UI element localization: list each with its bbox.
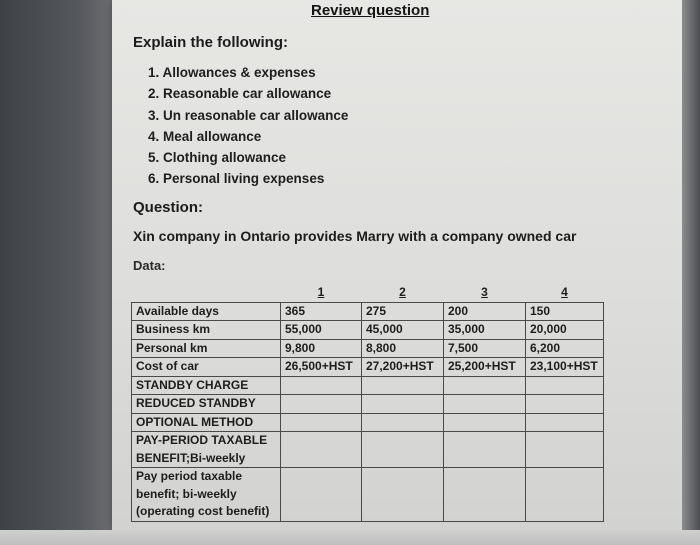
row-label: Pay period taxable benefit; bi-weekly (operating cost benefit)	[132, 468, 281, 522]
table-cell	[281, 395, 362, 414]
table-cell	[526, 468, 604, 522]
topic-item: 1. Allowances & expenses	[148, 65, 316, 80]
topic-item: 3. Un reasonable car allowance	[148, 107, 349, 123]
row-label: STANDBY CHARGE	[132, 376, 281, 395]
table-row	[132, 468, 604, 522]
table-cell	[281, 376, 362, 395]
table-corner	[132, 284, 281, 302]
table-cell: 26,500+HST	[281, 358, 362, 377]
table-cell	[526, 376, 604, 395]
row-label: REDUCED STANDBY	[132, 395, 281, 414]
table-cell	[526, 395, 604, 414]
table-cell	[526, 413, 604, 432]
row-label: Cost of car	[132, 358, 281, 377]
row-label: Personal km	[132, 339, 281, 358]
column-header: 4	[526, 284, 604, 302]
table-cell	[281, 432, 362, 468]
table-cell: 23,100+HST	[526, 358, 604, 377]
desk-edge	[0, 530, 700, 545]
table-cell	[444, 468, 526, 522]
table-cell: 7,500	[444, 339, 526, 358]
table-header-row	[132, 284, 604, 302]
table-cell	[362, 432, 444, 468]
table-row	[132, 358, 604, 377]
table-cell	[444, 432, 526, 468]
table-cell	[362, 468, 444, 522]
table-cell	[281, 413, 362, 432]
column-header: 3	[444, 284, 526, 302]
row-label: PAY-PERIOD TAXABLE BENEFIT;Bi-weekly	[132, 432, 281, 468]
question-text: Xin company in Ontario provides Marry with a company owned car	[133, 228, 577, 244]
table-cell	[362, 395, 444, 414]
monitor-bezel-right	[682, 0, 700, 545]
topic-item: 5. Clothing allowance	[148, 150, 287, 166]
table-cell	[281, 468, 362, 522]
table-cell: 35,000	[444, 321, 526, 340]
table-cell: 20,000	[526, 321, 604, 340]
table-row	[132, 395, 604, 414]
table-cell: 45,000	[362, 321, 444, 340]
topic-item: 4. Meal allowance	[148, 128, 262, 144]
monitor-bezel-left	[0, 0, 112, 545]
data-label: Data:	[133, 258, 166, 273]
table-cell: 9,800	[281, 339, 362, 358]
question-heading: Question:	[133, 199, 203, 216]
table-cell: 55,000	[281, 321, 362, 340]
table-cell	[362, 413, 444, 432]
table-cell	[444, 413, 526, 432]
table-row	[132, 413, 604, 432]
table-cell	[444, 395, 526, 414]
table-cell: 365	[281, 302, 362, 321]
table-cell: 200	[444, 302, 526, 321]
explain-heading: Explain the following:	[133, 34, 288, 51]
table-row	[132, 302, 604, 321]
table-cell: 25,200+HST	[444, 358, 526, 377]
page-title: Review question	[311, 2, 430, 19]
car-data-table	[131, 284, 604, 522]
row-label: Business km	[132, 321, 281, 340]
table-cell: 6,200	[526, 339, 604, 358]
table-row	[132, 321, 604, 340]
topic-list	[148, 62, 348, 190]
table-cell	[444, 376, 526, 395]
table-cell: 275	[362, 302, 444, 321]
table-row	[132, 376, 604, 395]
table-row	[132, 432, 604, 468]
table-row	[132, 339, 604, 358]
row-label: Available days	[132, 302, 281, 321]
table-cell: 8,800	[362, 339, 444, 358]
column-header: 2	[362, 284, 444, 302]
column-header: 1	[281, 284, 362, 302]
topic-item: 2. Reasonable car allowance	[148, 86, 332, 102]
table-cell	[362, 376, 444, 395]
row-label: OPTIONAL METHOD	[132, 413, 281, 432]
topic-item: 6. Personal living expenses	[148, 171, 325, 187]
table-cell: 150	[526, 302, 604, 321]
table-cell: 27,200+HST	[362, 358, 444, 377]
table-cell	[526, 432, 604, 468]
